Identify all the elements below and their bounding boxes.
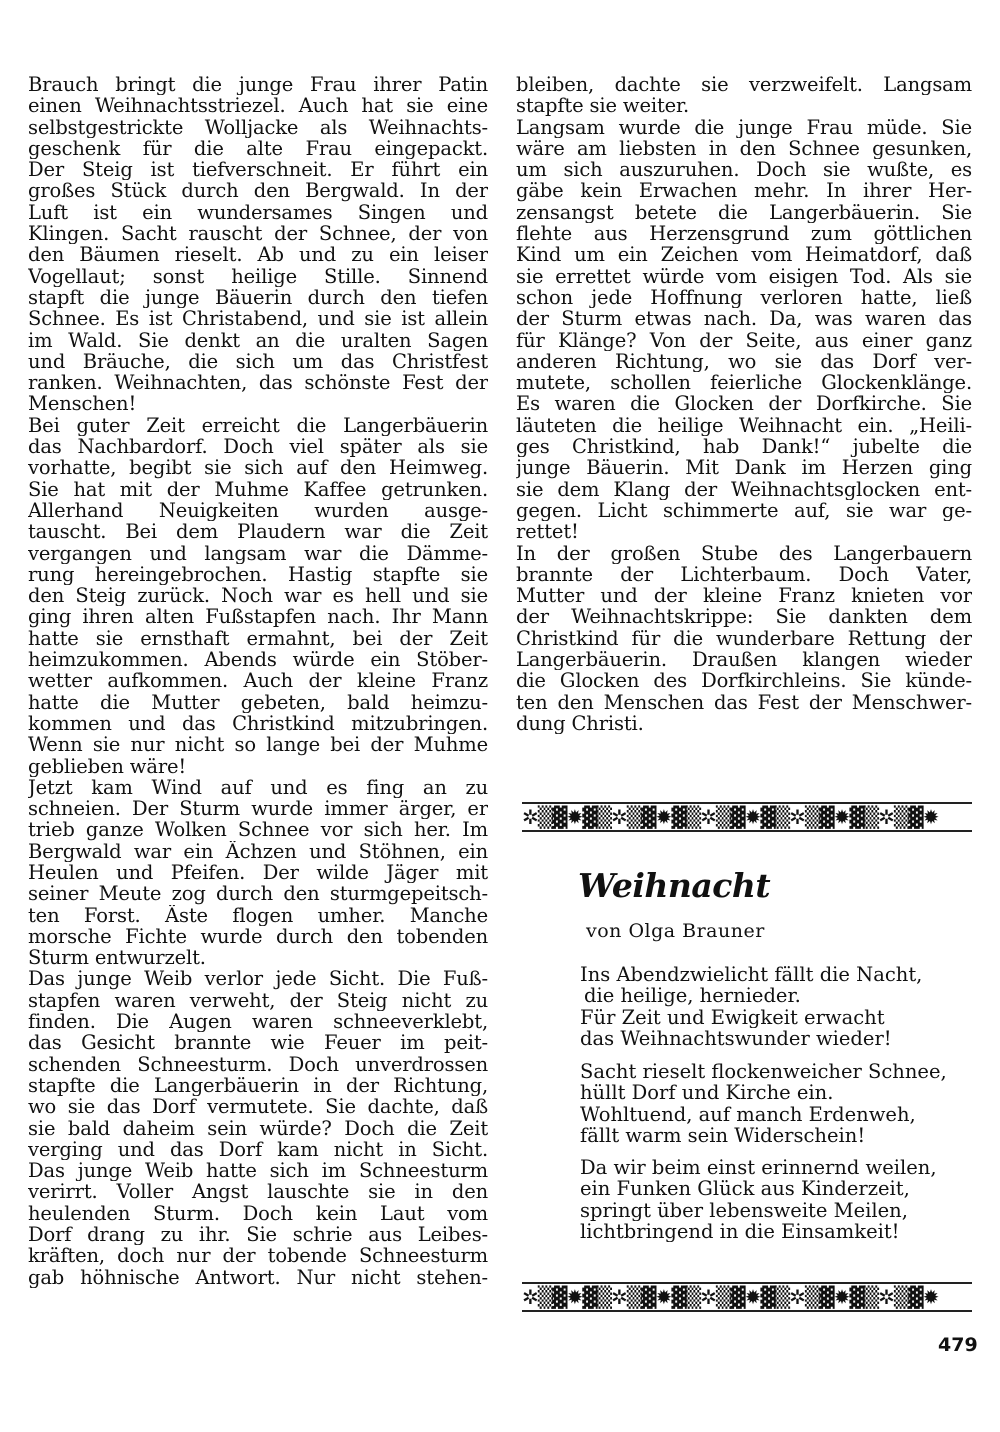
- text-line: einen Weihnachtsstriezel. Auch hat sie eine: [28, 95, 488, 117]
- page-number: 479: [938, 1334, 978, 1356]
- poem-line: springt über lebensweite Meilen,: [580, 1199, 908, 1221]
- text-line: Christkind für die wunderbare Rettung der: [516, 627, 972, 650]
- text-line: vorhatte, begibt sie sich auf den Heimweg.: [28, 457, 488, 479]
- text-line: selbstgestrickte Wolljacke als Weihnachts-: [28, 116, 488, 138]
- text-line: hatte die Mutter gebeten, bald heimzu-: [28, 691, 488, 713]
- text-line: sie dem Klang der Weihnachtsglocken ent-: [516, 478, 972, 500]
- text-line: flehte aus Herzensgrund zum göttlichen: [516, 223, 972, 245]
- text-line: zensangst betete die Langerbäuerin. Sie: [516, 201, 972, 224]
- text-line: und Bräuche, die sich um das Christfest: [28, 350, 488, 373]
- poem-line: Da wir beim einst erinnernd weilen,: [580, 1157, 937, 1179]
- text-line: brannte der Lichterbaum. Doch Vater,: [516, 563, 972, 586]
- poem-stanza: [580, 964, 980, 1049]
- text-line: Langerbäuerin. Draußen klangen wieder: [516, 649, 972, 671]
- text-line: In der großen Stube des Langerbauern: [516, 542, 972, 564]
- text-line: rung hereingebrochen. Hastig stapfte sie: [28, 563, 488, 586]
- text-line: geschenk für die alte Frau eingepackt.: [28, 137, 488, 160]
- text-line: um sich auszuruhen. Doch sie wußte, es: [516, 159, 972, 181]
- text-line: ges Christkind, hab Dank!“ jubelte die: [516, 436, 972, 458]
- article-right-column: [516, 74, 972, 734]
- text-line: bleiben, dachte sie verzweifelt. Langsam: [516, 74, 972, 96]
- text-line: sie errettet würde vom eisigen Tod. Als sie: [516, 265, 972, 287]
- text-line: Bei guter Zeit erreicht die Langerbäuerin: [28, 414, 488, 437]
- text-line: Dorf drang zu ihr. Sie schrie aus Leibes-: [28, 1224, 488, 1246]
- text-line: Langsam wurde die junge Frau müde. Sie: [516, 116, 972, 138]
- poem-line: Ins Abendzwielicht fällt die Nacht,: [580, 964, 923, 986]
- text-line: ten den Menschen das Fest der Menschwer-: [516, 691, 972, 713]
- ornament-border-top: [522, 802, 972, 832]
- text-line: Menschen!: [28, 393, 137, 415]
- text-line: schon jede Hoffnung verloren hatte, ließ: [516, 286, 972, 309]
- ornament-border-bottom: [522, 1282, 972, 1312]
- text-line: gab höhnische Antwort. Nur nicht stehen-: [28, 1266, 488, 1288]
- text-line: verging und das Dorf kam nicht in Sicht.: [28, 1138, 488, 1161]
- text-line: ranken. Weihnachten, das schönste Fest der: [28, 372, 488, 394]
- text-line: Das junge Weib verlor jede Sicht. Die Fuß-: [28, 968, 488, 990]
- article-left-column: [28, 74, 488, 1288]
- text-line: morsche Fichte wurde durch den tobenden: [28, 925, 488, 948]
- text-line: läuteten die heilige Weihnacht ein. „Heili-: [516, 414, 972, 437]
- text-line: wo sie das Dorf vermutete. Sie dachte, daß: [28, 1096, 488, 1118]
- text-line: Klingen. Sacht rauscht der Schnee, der von: [28, 223, 488, 245]
- text-line: tauscht. Bei dem Plaudern war die Zeit: [28, 521, 488, 543]
- text-line: seiner Meute zog durch den sturmgepeitsch-: [28, 883, 488, 905]
- text-line: kommen und das Christkind mitzubringen.: [28, 712, 488, 735]
- text-line: den Bäumen rieselt. Ab und zu ein leiser: [28, 244, 488, 266]
- text-line: trieb ganze Wolken Schnee vor sich her. Im: [28, 819, 488, 841]
- ornament-pattern: ✲▒▓✹▓▒✲▒▓✹▓▒✲▒▓✹▓▒✲▒▓✹▓▒✲▒▓✹: [522, 805, 939, 829]
- text-line: großes Stück durch den Bergwald. In der: [28, 180, 488, 202]
- text-line: Wenn sie nur nicht so lange bei der Muhme: [28, 734, 488, 756]
- text-line: für Klänge? Von der Seite, aus einer ganz: [516, 329, 972, 351]
- poem-line: Für Zeit und Ewigkeit erwacht: [580, 1006, 885, 1028]
- text-line: die Glocken des Dorfkirchleins. Sie künde-: [516, 670, 972, 692]
- poem-line: Wohltuend, auf manch Erdenweh,: [580, 1103, 916, 1125]
- text-line: Der Steig ist tiefverschneit. Er führt ein: [28, 159, 488, 181]
- text-line: stapfen waren verweht, der Steig nicht zu: [28, 989, 488, 1012]
- poem-line: hüllt Dorf und Kirche ein.: [580, 1082, 834, 1104]
- ornament-pattern: ✲▒▓✹▓▒✲▒▓✹▓▒✲▒▓✹▓▒✲▒▓✹▓▒✲▒▓✹: [522, 1285, 939, 1309]
- text-line: vergangen und langsam war die Dämme-: [28, 542, 488, 564]
- text-line: Luft ist ein wundersames Singen und: [28, 201, 488, 224]
- text-line: das Nachbardorf. Doch viel später als sie: [28, 436, 488, 458]
- poem-line: fällt warm sein Widerschein!: [580, 1124, 866, 1147]
- text-line: rettet!: [516, 521, 579, 543]
- text-line: Allerhand Neuigkeiten wurden ausge-: [28, 499, 488, 522]
- text-line: Schnee. Es ist Christabend, und sie ist allein: [28, 308, 488, 330]
- text-line: gäbe kein Erwachen mehr. In ihrer Her-: [516, 180, 972, 202]
- text-line: Brauch bringt die junge Frau ihrer Patin: [28, 74, 488, 96]
- text-line: sie bald daheim sein würde? Doch die Zeit: [28, 1117, 488, 1139]
- poem-author: von Olga Brauner: [586, 920, 765, 942]
- text-line: Sturm entwurzelt.: [28, 947, 206, 969]
- text-line: der Sturm etwas nach. Da, was waren das: [516, 308, 972, 330]
- text-line: im Wald. Sie denkt an die uralten Sagen: [28, 329, 488, 351]
- text-line: schneien. Der Sturm wurde immer ärger, er: [28, 798, 488, 820]
- text-line: Es waren die Glocken der Dorfkirche. Sie: [516, 393, 972, 415]
- poem-line: Sacht rieselt flockenweicher Schnee,: [580, 1061, 947, 1083]
- poem-title: Weihnacht: [578, 866, 771, 905]
- poem-line: das Weihnachtswunder wieder!: [580, 1027, 892, 1050]
- poem-stanza: [580, 1157, 980, 1242]
- text-line: Das junge Weib hatte sich im Schneesturm: [28, 1160, 488, 1182]
- text-line: ten Forst. Äste flogen umher. Manche: [28, 904, 488, 926]
- text-line: ging ihren alten Fußstapfen nach. Ihr Mann: [28, 606, 488, 628]
- text-line: junge Bäuerin. Mit Dank im Herzen ging: [516, 457, 972, 479]
- text-line: verirrt. Voller Angst lauschte sie in den: [28, 1181, 488, 1203]
- text-line: finden. Die Augen waren schneeverklebt,: [28, 1011, 488, 1033]
- text-line: geblieben wäre!: [28, 755, 187, 777]
- poem-line: ein Funken Glück aus Kinderzeit,: [580, 1178, 910, 1200]
- text-line: den Steig zurück. Noch war es hell und sie: [28, 585, 488, 607]
- text-line: Bergwald war ein Ächzen und Stöhnen, ein: [28, 840, 488, 862]
- text-line: heulenden Sturm. Doch kein Laut vom: [28, 1202, 488, 1225]
- text-line: Kind um ein Zeichen vom Heimatdorf, daß: [516, 244, 972, 266]
- poem-stanza: [580, 1061, 980, 1146]
- poem-line: lichtbringend in die Einsamkeit!: [580, 1220, 900, 1243]
- text-line: mutete, schollen feierliche Glockenklänge.: [516, 372, 972, 394]
- text-line: Heulen und Pfeifen. Der wilde Jäger mit: [28, 861, 488, 884]
- text-line: wäre am liebsten in den Schnee gesunken,: [516, 137, 972, 160]
- text-line: stapfte die Langerbäuerin in der Richtung,: [28, 1074, 488, 1097]
- text-line: wetter aufkommen. Auch der kleine Franz: [28, 670, 488, 692]
- text-line: schenden Schneesturm. Doch unverdrossen: [28, 1053, 488, 1075]
- poem-line: die heilige, hernieder.: [584, 985, 801, 1007]
- text-line: kräften, doch nur der tobende Schneesturm: [28, 1245, 488, 1267]
- text-line: Sie hat mit der Muhme Kaffee getrunken.: [28, 478, 488, 500]
- text-line: anderen Richtung, wo sie das Dorf ver-: [516, 350, 972, 373]
- text-line: Mutter und der kleine Franz knieten vor: [516, 585, 972, 607]
- text-line: Jetzt kam Wind auf und es fing an zu: [28, 776, 488, 799]
- text-line: Vogellaut; sonst heilige Stille. Sinnend: [28, 265, 488, 287]
- text-line: hatte sie ernsthaft ermahnt, bei der Zeit: [28, 627, 488, 650]
- text-line: heimzukommen. Abends würde ein Stöber-: [28, 649, 488, 671]
- text-line: gegen. Licht schimmerte auf, sie war ge-: [516, 499, 972, 522]
- text-line: stapft die junge Bäuerin durch den tiefen: [28, 286, 488, 309]
- text-line: das Gesicht brannte wie Feuer im peit-: [28, 1032, 488, 1054]
- text-line: der Weihnachtskrippe: Sie dankten dem: [516, 606, 972, 628]
- text-line: stapfte sie weiter.: [516, 95, 690, 117]
- text-line: dung Christi.: [516, 712, 644, 735]
